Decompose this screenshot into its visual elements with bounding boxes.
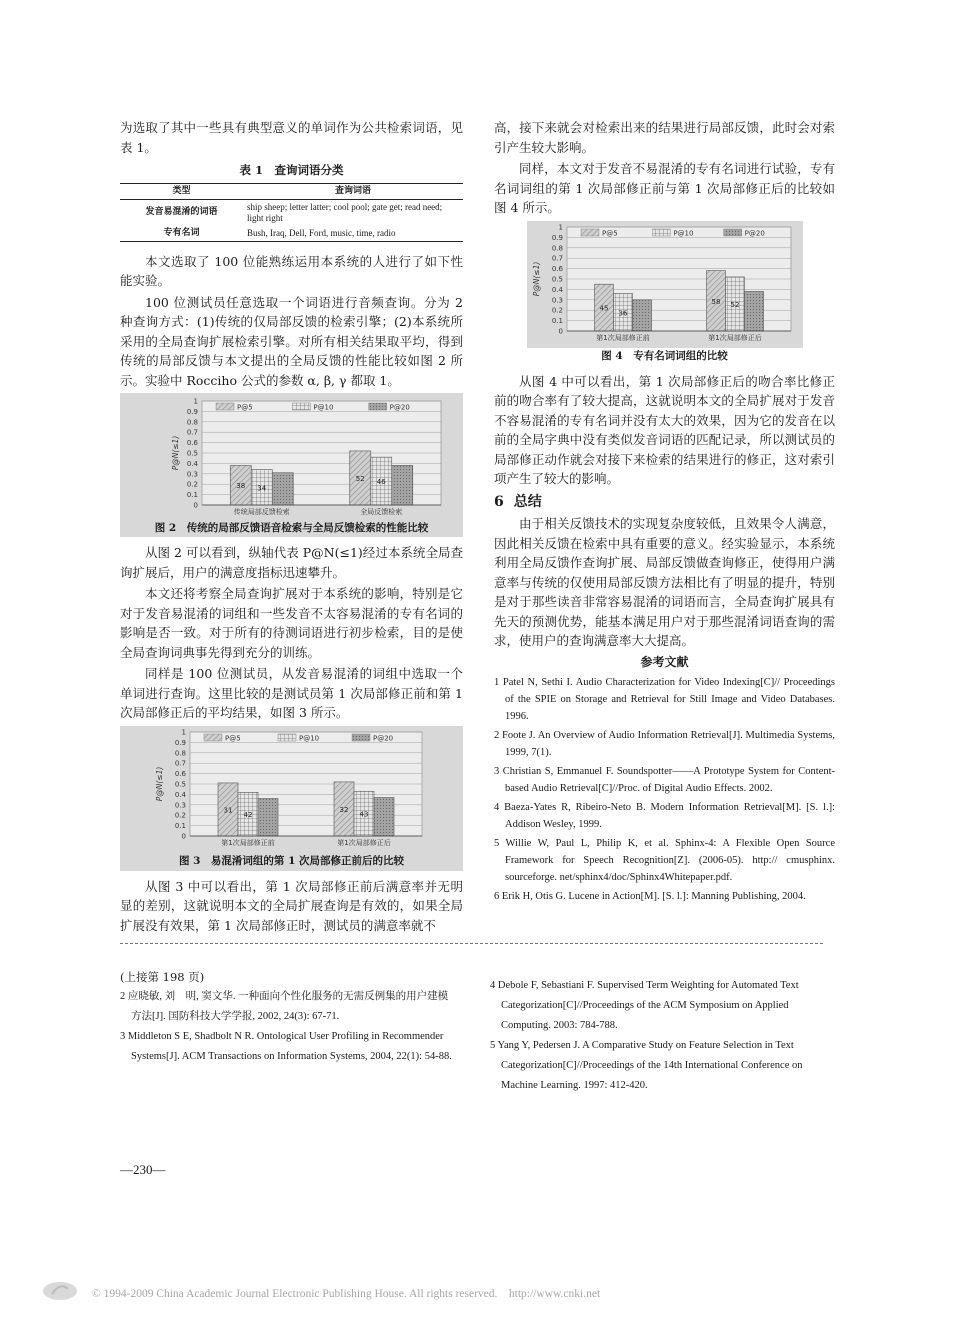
y-tick-label: 0.2	[174, 811, 186, 820]
y-tick-label: 0.1	[551, 316, 563, 325]
legend-swatch	[369, 403, 387, 410]
y-tick-label: 0.4	[174, 790, 186, 799]
legend-label: P@20	[373, 734, 394, 742]
y-axis-label: P@N(≤1)	[171, 435, 180, 471]
bar-value-label: 31	[223, 805, 233, 814]
reference-item: 6 Erik H, Otis G. Lucene in Action[M]. [S. l.]: Manning Publishing, 2004.	[494, 891, 806, 902]
bar-value-label: 42	[243, 810, 253, 819]
reference-item: 3 Christian S, Emmanuel F. Soundspotter——A Prototype System for Content-based Audio Retrieval[C]//Proc. of Digital Audio Effects. 2002.	[494, 766, 835, 794]
y-tick-label: 0.4	[186, 459, 198, 468]
bar	[392, 465, 413, 505]
y-tick-label: 0.4	[551, 285, 563, 294]
bar	[632, 299, 651, 330]
x-tick-label: 全局反馈检索	[360, 508, 403, 516]
paragraph: 同样，本文对于发音不易混淆的专有名词进行试验，专有名词词组的第 1 次局部修正前与第 1 次局部修正后的比较如图 4 所示。	[494, 161, 835, 215]
paragraph: 本文还将考察全局查询扩展对于本系统的影响，特别是它对于发音易混淆的词组和一些发音不太容易混淆的专有名词的影响是否一致。对于所有的待测词语进行初步检索，目的是使全局查询词典事先得到充分的训练。	[120, 586, 463, 660]
paragraph: 高，接下来就会对检索出来的结果进行局部反馈，此时会对索引产生较大影响。	[494, 120, 835, 155]
paragraph: 从图 4 中可以看出，第 1 次局部修正后的吻合率比修正前的吻合率有了较大提高，这就说明本文的全局扩展对于发音不容易混淆的专有名词并没有太大的效果，因为它的发音在以前的全局字典中没有类似发音词语的匹配记录，所以测试员的局部修正动作就会对接下来检索的结果进行的修正，这对索引项产生了较大的影响。	[494, 373, 835, 486]
table-cell: 发音易混淆的词语	[145, 207, 218, 217]
legend-label: P@5	[237, 403, 253, 412]
y-tick-label: 0.8	[186, 418, 198, 427]
y-tick-label: 0.3	[174, 800, 186, 809]
reference-item: 2 Foote J. An Overview of Audio Information Retrieval[J]. Multimedia Systems, 1999, 7(1).	[494, 730, 835, 758]
x-tick-label: 传统局部反馈检索	[233, 508, 290, 516]
paragraph: 为选取了其中一些具有典型意义的单词作为公共检索词语，见表 1。	[120, 120, 463, 155]
y-tick-label: 0.1	[174, 821, 186, 830]
y-axis-label: P@N(≤1)	[155, 766, 164, 801]
legend-label: P@5	[601, 229, 618, 237]
reference-item: 2 应晓敏, 刘 明, 窦文华. 一种面向个性化服务的无需反例集的用户建模方法[J]. 国防科技大学学报, 2002, 24(3): 67-71.	[120, 991, 449, 1022]
legend-swatch	[352, 734, 370, 741]
y-tick-label: 0.6	[186, 439, 198, 448]
figure-2	[120, 393, 463, 537]
y-tick-label: 0	[193, 501, 198, 510]
y-tick-label: 0.7	[551, 254, 563, 263]
bar-value-label: 32	[339, 805, 349, 814]
y-tick-label: 0.5	[186, 449, 198, 458]
bar	[374, 797, 394, 835]
y-tick-label: 1	[181, 728, 186, 736]
section-heading	[494, 493, 835, 513]
paragraph: 由于相关反馈技术的实现复杂度较低，且效果令人满意，因此相关反馈在检索中具有重要的意义。经实验显示，本系统利用全局反馈作查询扩展、局部反馈做查询修正，使得用户满意率与传统的仅使用局部反馈方法相比有了明显的提升，特别是对于那些读音非常容易混淆的词语而言，全局查询扩展具有先天的预测优势，能基本满足用户对于那些混淆词语查询的需求，使用户的查询满意率大大提高。	[494, 516, 835, 648]
y-tick-label: 0.2	[551, 306, 563, 315]
bar	[272, 473, 293, 505]
x-tick-label: 第1次局部修正前	[595, 333, 650, 342]
table-cell: 专有名词	[120, 226, 243, 242]
figure-caption: 图 2 传统的局部反馈语音检索与全局反馈检索的性能比较	[154, 522, 429, 534]
legend-swatch	[652, 229, 670, 236]
legend-swatch	[581, 229, 599, 236]
legend-swatch	[216, 403, 234, 410]
cnki-logo-icon	[40, 1280, 80, 1302]
table-row	[120, 226, 463, 242]
figure-caption: 图 4 专有名词词组的比较	[601, 349, 728, 362]
continued-note: (上接第 198 页)	[120, 970, 205, 984]
paragraph: 100 位测试员任意选取一个词语进行音频查询。分为 2 种查询方式：(1)传统的仅局部反馈的检索引擎；(2)本系统所采用的全局查询扩展检索引擎。对所有相关结果取平均，得到传统的局部反馈与本文提出的全局反馈的性能比较如图 2 所示。实验中 Rocciho 公式的参数 α, β, γ 都取 1。	[120, 294, 463, 388]
y-tick-label: 0.3	[186, 470, 198, 479]
reference-item: 4 Debole F, Sebastiani F. Supervised Term Weighting for Automated Text Categorization[C]//Proceedings of the ACM Symposium on Applied Computing. 2003: 784-788.	[490, 980, 799, 1031]
y-tick-label: 1	[558, 223, 563, 231]
continued-references-right	[490, 976, 830, 1096]
bar	[744, 291, 763, 331]
reference-item: 1 Patel N, Sethi I. Audio Characterization for Video Indexing[C]// Proceedings of the SPIE on Storage and Retrieval for Still Image and Video Databases. 1996.	[494, 677, 835, 722]
bar-value-label: 43	[359, 810, 369, 819]
y-tick-label: 0.9	[174, 738, 186, 747]
bar-value-label: 46	[376, 478, 386, 487]
footnote-divider	[120, 943, 823, 944]
table-header: 查询词语	[243, 183, 463, 199]
right-column	[494, 118, 835, 907]
query-terms-table	[120, 183, 463, 242]
bar-value-label: 45	[599, 304, 608, 313]
reference-item: 5 Willie W, Paul L, Philip K, et al. Sphinx-4: A Flexible Open Source Framework for Speech Recognition[Z]. (2006-05). http:// cmusphinx. sourceforge. net/sphinx4/doc/Sphinx4Whitepaper.pdf.	[494, 838, 835, 883]
y-tick-label: 0.5	[174, 780, 186, 788]
legend-swatch	[204, 734, 222, 741]
paragraph: 从图 3 中可以看出，第 1 次局部修正前后满意率并无明显的差别，这就说明本文的全局扩展查询是有效的，如果全局扩展没有效果，第 1 次局部修正时，测试员的满意率就不	[120, 878, 463, 933]
bar-value-label: 38	[236, 482, 246, 491]
y-tick-label: 0	[181, 832, 186, 840]
y-tick-label: 0.2	[186, 480, 198, 489]
y-tick-label: 0.5	[551, 275, 563, 283]
legend-label: P@10	[299, 734, 320, 742]
left-column	[120, 118, 463, 937]
bar-value-label: 34	[257, 484, 267, 493]
table-cell: Bush, Iraq, Dell, Ford, music, time, radio	[243, 226, 463, 242]
y-tick-label: 0.8	[174, 748, 186, 757]
y-tick-label: 0.6	[551, 264, 563, 273]
legend-label: P@10	[313, 403, 334, 412]
y-tick-label: 0.6	[174, 769, 186, 778]
y-tick-label: 0.7	[174, 759, 186, 768]
y-tick-label: 0.9	[186, 407, 198, 416]
figure-4	[527, 221, 803, 364]
y-tick-label: 0.9	[551, 233, 563, 242]
section-title: 总结	[513, 493, 542, 510]
figure-3	[120, 726, 463, 871]
bar	[258, 798, 278, 835]
continued-references-left	[120, 967, 458, 1067]
paragraph: 本文选取了 100 位能熟练运用本系统的人进行了如下性能实验。	[120, 253, 463, 288]
y-tick-label: 0.3	[551, 295, 563, 304]
reference-item: 5 Yang Y, Pedersen J. A Comparative Study on Feature Selection in Text Categorization[C]//Proceedings of the 14th International Conference on Machine Learning. 1997: 412-420.	[490, 1040, 803, 1091]
reference-item: 3 Middleton S E, Shadbolt N R. Ontological User Profiling in Recommender Systems[J]. ACM Transactions on Information Systems, 2004, 22(1): 54-88.	[120, 1031, 452, 1062]
legend-swatch	[292, 403, 310, 410]
legend-label: P@20	[744, 229, 765, 237]
table-row	[120, 199, 463, 226]
legend-label: P@10	[672, 229, 693, 237]
paragraph: 同样是 100 位测试员，从发音易混淆的词组中选取一个单词进行查询。这里比较的是测试员第 1 次局部修正前和第 1 次局部修正后的平均结果，如图 3 所示。	[120, 666, 463, 720]
legend-swatch	[723, 229, 741, 236]
legend-swatch	[278, 734, 296, 741]
figure-3-chart	[148, 726, 436, 852]
x-tick-label: 第1次局部修正后	[707, 333, 762, 342]
figure-2-chart	[120, 393, 463, 521]
y-tick-label: 0	[558, 327, 563, 335]
y-tick-label: 0.7	[186, 428, 198, 437]
y-axis-label: P@N(≤1)	[531, 261, 541, 296]
y-tick-label: 0.8	[551, 243, 563, 252]
reference-item: 4 Baeza-Yates R, Ribeiro-Neto B. Modern Information Retrieval[M]. [S. l.]: Addison Wesley, 1999.	[494, 802, 835, 830]
section-number: 6	[494, 493, 504, 510]
y-tick-label: 0.1	[186, 491, 198, 500]
references-heading: 参考文献	[640, 654, 689, 669]
paragraph: 从图 2 可以看到，纵轴代表 P@N(≤1)经过本系统全局查询扩展后，用户的满意度指标迅速攀升。	[120, 545, 463, 580]
copyright-footer: © 1994-2009 China Academic Journal Electronic Publishing House. All rights reserved. http://www.cnki.net	[92, 1288, 601, 1300]
figure-4-chart	[527, 221, 803, 347]
bar-value-label: 58	[711, 297, 720, 306]
x-tick-label: 第1次局部修正前	[221, 838, 275, 847]
legend-label: P@20	[389, 403, 410, 412]
y-tick-label: 1	[193, 397, 198, 406]
bar-value-label: 52	[355, 474, 365, 483]
table-caption: 表 1 查询词语分类	[239, 163, 344, 177]
bar-value-label: 52	[730, 300, 739, 309]
legend-label: P@5	[225, 734, 241, 742]
table-header: 类型	[120, 183, 243, 199]
bar-value-label: 36	[618, 308, 627, 317]
x-tick-label: 第1次局部修正后	[337, 838, 391, 847]
figure-caption: 图 3 易混淆词组的第 1 次局部修正前后的比较	[178, 854, 405, 867]
table-cell: ship sheep; letter latter; cool pool; gate get; read need; light right	[247, 201, 443, 223]
page-number: —230—	[120, 1162, 166, 1177]
